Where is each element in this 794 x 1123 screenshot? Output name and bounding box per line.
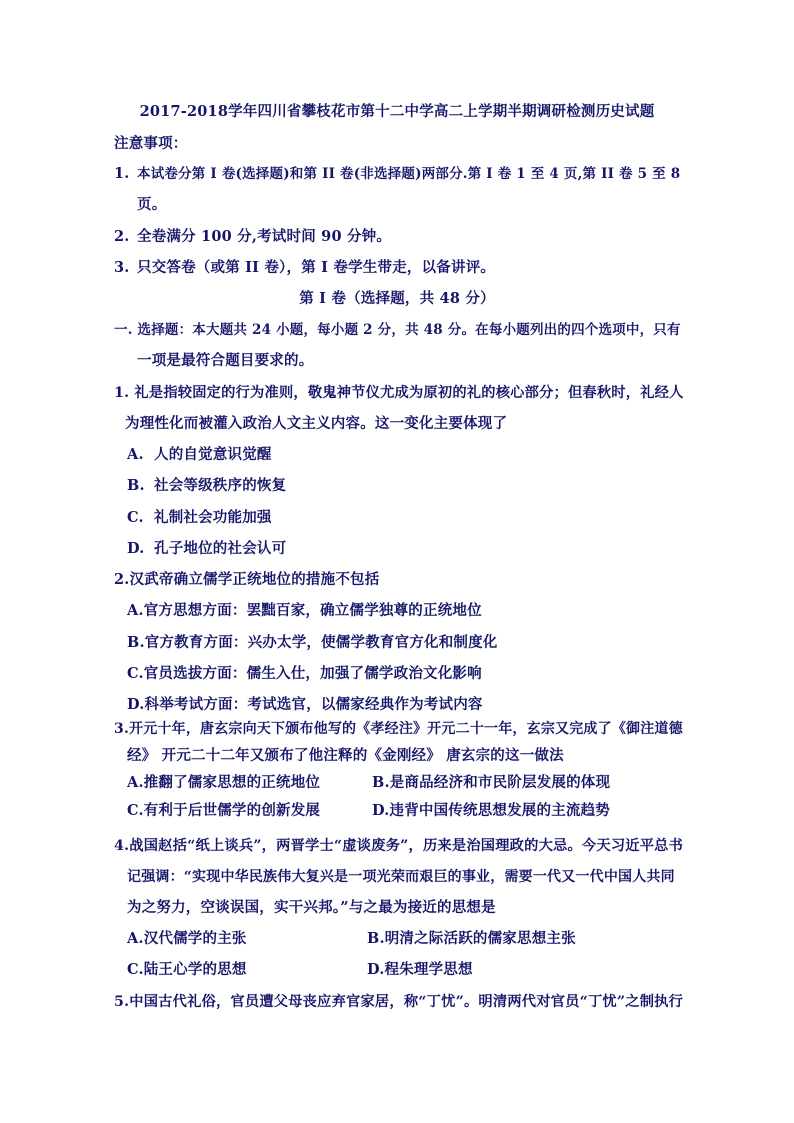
notice-item-2-number: 2. xyxy=(114,228,130,245)
question-3-option-a: A.推翻了儒家思想的正统地位 xyxy=(127,774,321,791)
document-title: 2017-2018学年四川省攀枝花市第十二中学高二上学期半期调研检测历史试题 xyxy=(139,103,655,120)
question-5-stem-line1: 5.中国古代礼俗，官员遭父母丧应弃官家居，称“丁忧”。明清两代对官员“丁忧”之制执行 xyxy=(114,994,684,1010)
notice-item-2-text: 全卷满分 100 分,考试时间 90 分钟。 xyxy=(137,228,392,245)
question-2-stem: 2.汉武帝确立儒学正统地位的措施不包括 xyxy=(114,571,380,588)
question-3-stem-line1: 3.开元十年，唐玄宗向天下颁布他写的《孝经注》开元二十一年，玄宗又完成了《御注道德 xyxy=(114,721,683,737)
question-3-option-d: D.违背中国传统思想发展的主流趋势 xyxy=(372,802,611,819)
question-1-option-c-letter: C. xyxy=(127,509,144,526)
question-1-option-b-letter: B. xyxy=(127,477,145,494)
question-4-option-b: B.明清之际活跃的儒家思想主张 xyxy=(367,930,576,947)
notice-item-1-text: 本试卷分第 I 卷(选择题)和第 II 卷(非选择题)两部分.第 I 卷 1 至 4 页,第 II 卷 5 至 8 xyxy=(137,166,681,182)
part1-instructions-line1: 一. 选择题：本大题共 24 小题，每小题 2 分，共 48 分。在每小题列出的四个选项中，只有 xyxy=(114,322,681,338)
question-2-option-b: B.官方教育方面：兴办太学，使儒学教育官方化和制度化 xyxy=(127,634,498,651)
question-1-option-c: 礼制社会功能加强 xyxy=(154,509,272,526)
question-1-option-d-letter: D. xyxy=(127,540,145,557)
part1-instructions-line2: 一项是最符合题目要求的。 xyxy=(137,352,314,369)
question-2-option-a: A.官方思想方面：罢黜百家，确立儒学独尊的正统地位 xyxy=(127,602,482,619)
question-2-option-c: C.官员选拔方面：儒生入仕，加强了儒学政治文化影响 xyxy=(127,665,482,682)
question-4-option-c: C.陆王心学的思想 xyxy=(127,961,247,978)
question-1-option-b: 社会等级秩序的恢复 xyxy=(154,477,287,494)
notice-heading: 注意事项： xyxy=(114,135,188,152)
question-1-stem-line1: 1. 礼是指较固定的行为准则，敬鬼神节仪尤成为原初的礼的核心部分；但春秋时，礼经人 xyxy=(114,385,684,401)
question-4-stem-line3: 为之努力，空谈误国，实干兴邦。”与之最为接近的思想是 xyxy=(127,899,496,916)
question-1-option-d: 孔子地位的社会认可 xyxy=(154,540,287,557)
question-1-stem-line2: 为理性化而被灌入政治人文主义内容。这一变化主要体现了 xyxy=(125,415,508,432)
notice-item-3-text: 只交答卷（或第 II 卷），第 I 卷学生带走，以备讲评。 xyxy=(137,259,496,276)
question-3-option-c: C.有利于后世儒学的创新发展 xyxy=(127,802,321,819)
notice-item-1-number: 1. xyxy=(114,165,130,182)
question-4-stem-line1: 4.战国赵括“纸上谈兵”，两晋学士“虚谈废务”，历来是治国理政的大忌。今天习近平总书 xyxy=(114,838,684,854)
question-4-option-a: A.汉代儒学的主张 xyxy=(127,930,247,947)
question-1-option-a-letter: A. xyxy=(127,446,144,463)
question-3-option-b: B.是商品经济和市民阶层发展的体现 xyxy=(372,774,611,791)
notice-item-3-number: 3. xyxy=(114,259,130,276)
question-4-stem-line2: 记强调：“实现中华民族伟大复兴是一项光荣而艰巨的事业，需要一代又一代中国人共同 xyxy=(127,869,675,885)
question-4-option-d: D.程朱理学思想 xyxy=(367,961,473,978)
question-3-stem-line2: 经》 开元二十二年又颁布了他注释的《金刚经》 唐玄宗的这一做法 xyxy=(127,747,564,764)
notice-item-1-continued: 页。 xyxy=(137,196,167,213)
question-2-option-d: D.科举考试方面：考试选官，以儒家经典作为考试内容 xyxy=(127,696,483,713)
section-title: 第 I 卷（选择题，共 48 分） xyxy=(299,290,495,307)
question-1-option-a: 人的自觉意识觉醒 xyxy=(154,446,272,463)
